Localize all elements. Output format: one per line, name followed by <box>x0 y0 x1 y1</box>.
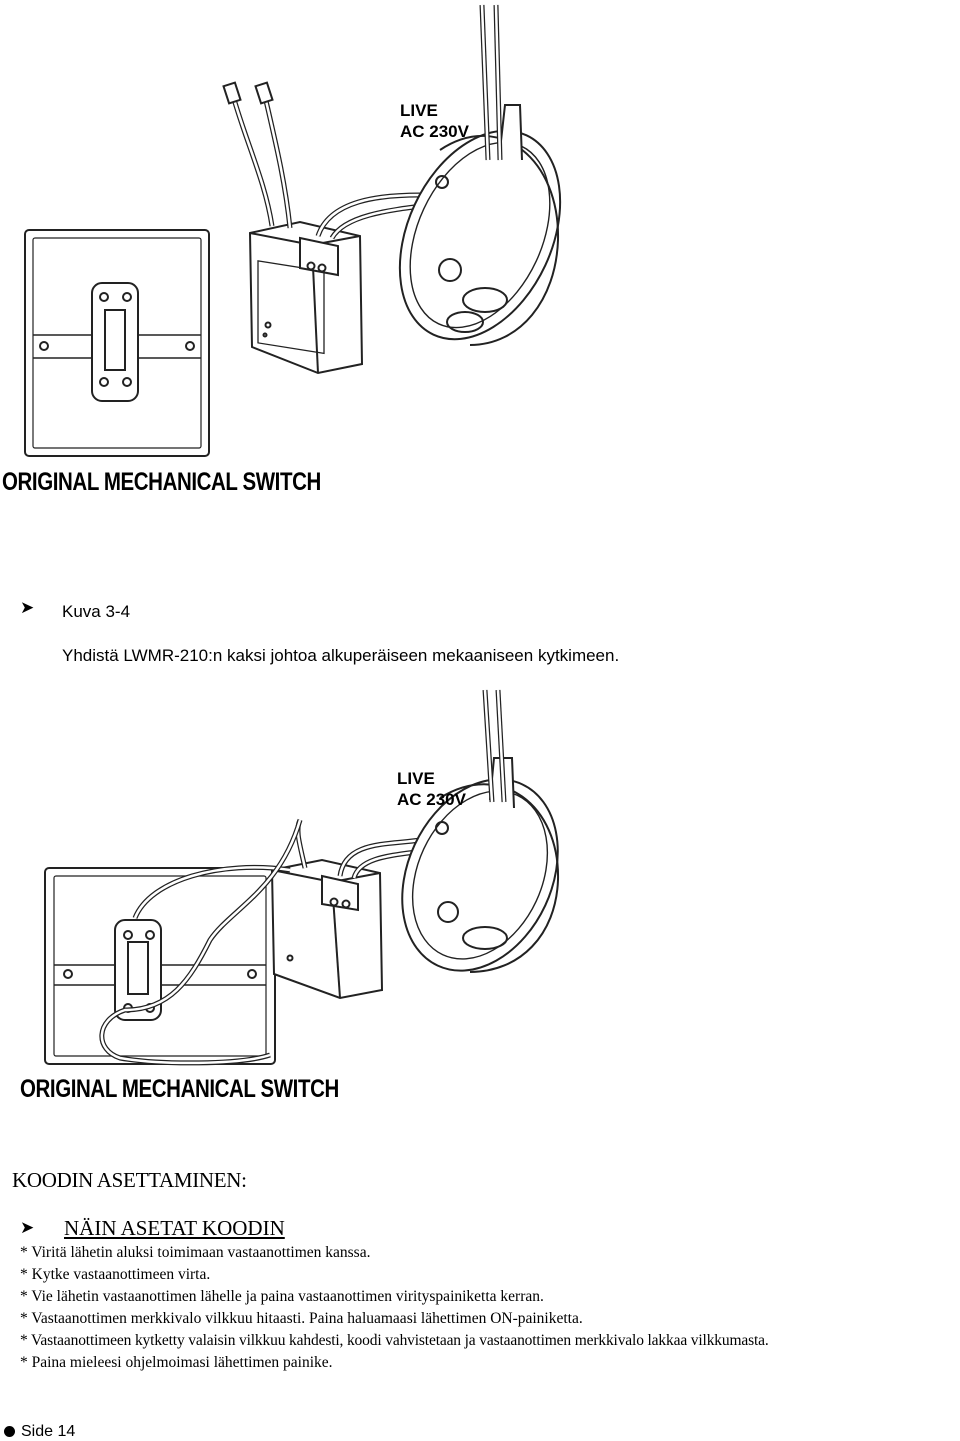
instruction-item: * Viritä lähetin aluksi toimimaan vastaanottimen kanssa. <box>20 1244 371 1261</box>
wiring-figure-top <box>0 0 600 500</box>
instruction-item: * Paina mieleesi ohjelmoimasi lähettimen painike. <box>20 1354 333 1371</box>
arrow-bullet-icon: ➤ <box>20 1218 35 1238</box>
instruction-item: * Vie lähetin vastaanottimen lähelle ja paina vastaanottimen virityspainiketta kerran. <box>20 1288 544 1305</box>
filled-circle-bullet-icon <box>4 1426 15 1437</box>
live-label-line2: AC 230V <box>397 790 466 809</box>
instruction-item: * Kytke vastaanottimeen virta. <box>20 1266 211 1283</box>
instruction-item: * Vastaanottimeen kytketty valaisin vilkkuu kahdesti, koodi vahvistetaan ja vastaanottimen merkkivalo lakkaa vilkkumasta. <box>20 1332 769 1349</box>
switch-caption-bottom: ORIGINAL MECHANICAL SWITCH <box>20 1075 339 1103</box>
switch-caption-top: ORIGINAL MECHANICAL SWITCH <box>2 468 321 496</box>
instruction-item: * Vastaanottimen merkkivalo vilkkuu hitaasti. Paina haluamaasi lähettimen ON-painiketta. <box>20 1310 583 1327</box>
page-number: Side 14 <box>21 1423 76 1440</box>
live-label-line1: LIVE <box>400 101 438 120</box>
section-subheading: NÄIN ASETAT KOODIN <box>64 1216 285 1240</box>
figure-title: Kuva 3-4 <box>62 602 131 621</box>
instruction-list <box>20 1242 769 1374</box>
wiring-diagram-bottom <box>0 680 600 1110</box>
section-heading: KOODIN ASETTAMINEN: <box>12 1168 247 1192</box>
step-description: Yhdistä LWMR-210:n kaksi johtoa alkuperäiseen mekaaniseen kytkimeen. <box>62 646 620 665</box>
live-label-line2: AC 230V <box>400 122 469 141</box>
live-label-top <box>400 100 469 142</box>
wiring-diagram-top <box>0 0 600 500</box>
arrow-bullet-icon: ➤ <box>20 598 35 618</box>
live-label-bottom <box>397 768 466 810</box>
wiring-figure-bottom <box>0 680 600 1110</box>
live-label-line1: LIVE <box>397 769 435 788</box>
